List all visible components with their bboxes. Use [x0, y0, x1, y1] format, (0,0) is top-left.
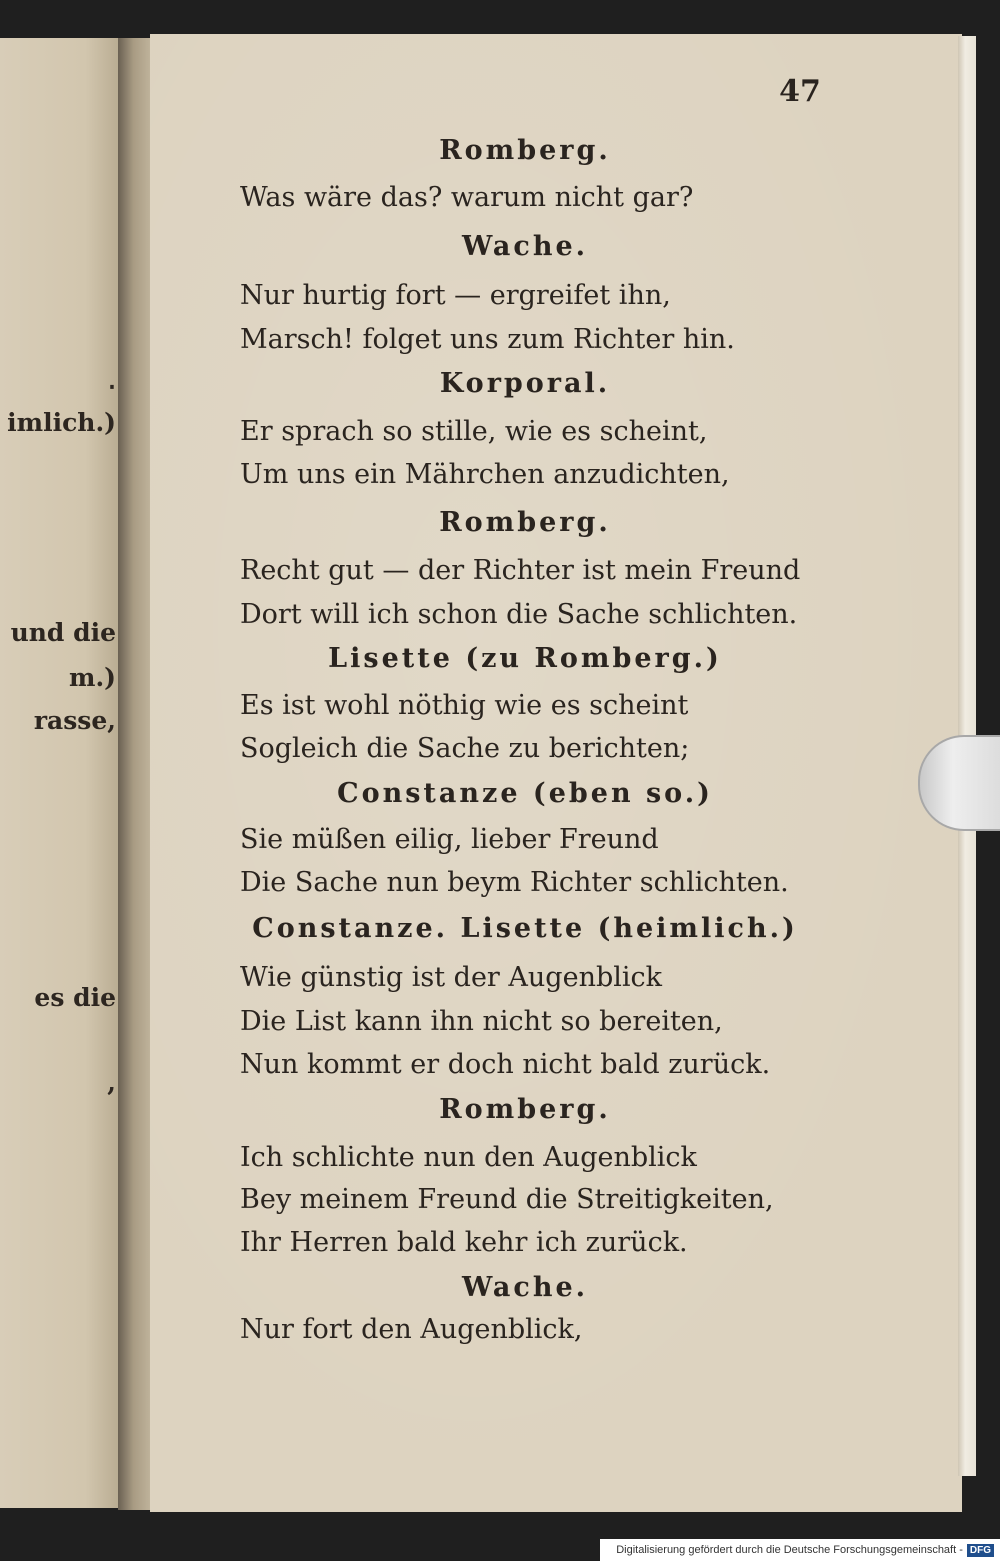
speaker-heading: Constanze (eben so.)	[337, 778, 713, 809]
page-number: 47	[779, 74, 821, 109]
verse-line: Nur fort den Augenblick,	[240, 1314, 583, 1345]
left-fragment: und die	[10, 618, 116, 647]
verse-line: Bey meinem Freund die Streitigkeiten,	[240, 1184, 774, 1215]
verse-line: Was wäre das? warum nicht gar?	[240, 182, 694, 213]
verse-line: Er sprach so stille, wie es scheint,	[240, 416, 708, 447]
left-fragment: es die	[34, 983, 116, 1012]
verse-line: Um uns ein Mährchen anzudichten,	[240, 459, 730, 490]
left-fragment: ‧	[108, 373, 116, 402]
verse-line: Ich schlichte nun den Augenblick	[240, 1142, 697, 1173]
verse-line: Die List kann ihn nicht so bereiten,	[240, 1006, 723, 1037]
verse-line: Sie müßen eilig, lieber Freund	[240, 824, 659, 855]
verse-line: Wie günstig ist der Augenblick	[240, 962, 662, 993]
verse-line: Dort will ich schon die Sache schlichten.	[240, 599, 798, 630]
speaker-heading: Constanze. Lisette (heimlich.)	[252, 913, 798, 944]
speaker-heading: Lisette (zu Romberg.)	[328, 643, 722, 674]
speaker-heading: Romberg.	[439, 1094, 611, 1125]
verse-line: Nun kommt er doch nicht bald zurück.	[240, 1049, 771, 1080]
speaker-heading: Wache.	[461, 1272, 589, 1303]
verse-line: Marsch! folget uns zum Richter hin.	[240, 324, 735, 355]
verse-line: Nur hurtig fort — ergreifet ihn,	[240, 280, 671, 311]
speaker-heading: Romberg.	[439, 135, 611, 166]
page-clip	[918, 735, 1000, 831]
footer-credit: Digitalisierung gefördert durch die Deutsche Forschungsgemeinschaft -	[616, 1544, 963, 1556]
verse-line: Ihr Herren bald kehr ich zurück.	[240, 1227, 688, 1258]
verse-line: Recht gut — der Richter ist mein Freund	[240, 555, 801, 586]
speaker-heading: Wache.	[461, 231, 589, 262]
speaker-heading: Romberg.	[439, 507, 611, 538]
verse-line: Sogleich die Sache zu berichten;	[240, 733, 690, 764]
left-fragment: m.)	[69, 663, 116, 692]
verse-line: Die Sache nun beym Richter schlichten.	[240, 867, 789, 898]
dfg-logo: DFG	[967, 1544, 994, 1557]
left-fragment: rasse,	[33, 706, 116, 735]
verse-line: Es ist wohl nöthig wie es scheint	[240, 690, 689, 721]
speaker-heading: Korporal.	[439, 368, 611, 399]
footer	[600, 1539, 1000, 1561]
left-fragment: imlich.)	[7, 408, 116, 437]
left-fragment: ,	[107, 1068, 116, 1097]
left-page	[0, 38, 122, 1508]
